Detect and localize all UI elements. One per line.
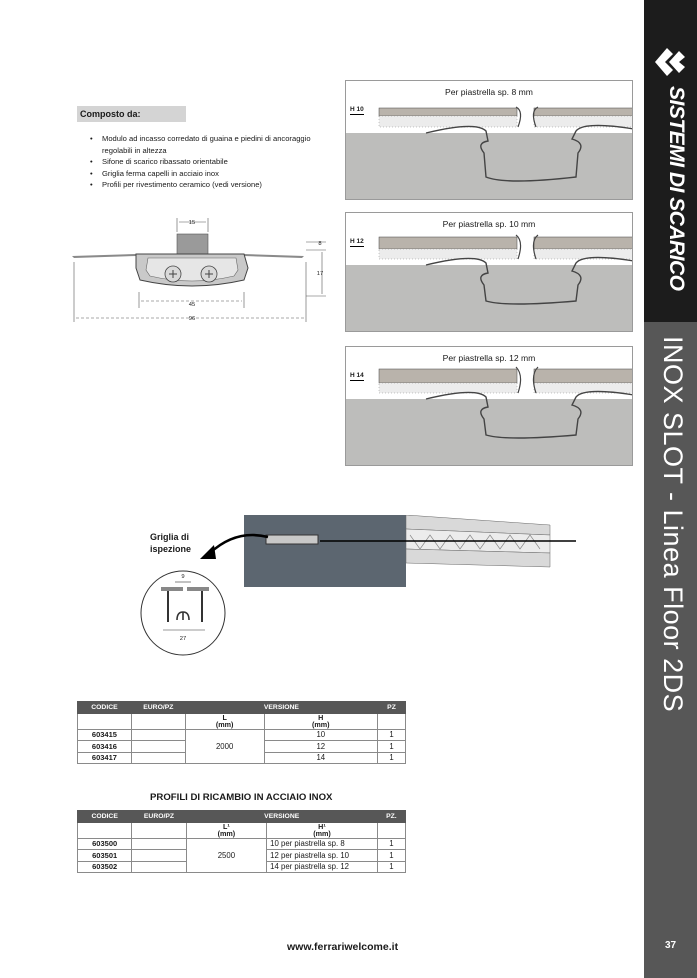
table-row: 603417 14 1: [78, 752, 406, 764]
composto-item: • Profili per rivestimento ceramico (vedi versione): [90, 179, 330, 191]
dim-label: 9: [181, 574, 185, 580]
tile-title: Per piastrella sp. 12 mm: [442, 353, 536, 363]
griglia-label: Griglia di ispezione: [150, 532, 192, 554]
composto-list: [90, 133, 330, 191]
tile-section-12mm: [345, 346, 633, 466]
tile-height-label: H 12: [350, 238, 364, 245]
tile-height-label: H 10: [350, 106, 364, 113]
dim-label: 8: [318, 241, 322, 247]
dim-label: 96: [188, 316, 196, 322]
floor-illustration: [240, 515, 580, 587]
table-row: 603502 14 per piastrella sp. 12 1: [78, 861, 406, 873]
table-row: 603500 2500 10 per piastrella sp. 8 1: [78, 838, 406, 850]
dim-label: 15: [188, 220, 196, 226]
table2-title: PROFILI DI RICAMBIO IN ACCIAIO INOX: [150, 792, 333, 803]
tile-section-drawing: [346, 347, 633, 466]
footer-url[interactable]: www.ferrariwelcome.it: [287, 941, 399, 953]
section-title: INOX SLOT - Linea Floor 2DS: [658, 336, 688, 713]
brand-name: SISTEMI DI SCARICO: [665, 86, 688, 291]
l-value: 2500: [186, 838, 266, 873]
tile-height-label: H 14: [350, 372, 364, 379]
dim-label: 27: [179, 636, 187, 642]
brand-logo-icon: [651, 42, 689, 82]
griglia-detail-drawing: [135, 566, 235, 658]
product-table: [77, 701, 406, 764]
dim-label: 45: [188, 302, 196, 308]
table-row: 603501 12 per piastrella sp. 10 1: [78, 850, 406, 862]
page-number: 37: [664, 940, 677, 951]
sub-header-h: H¹ (mm): [267, 822, 378, 838]
tile-section-8mm: [345, 80, 633, 200]
col-header: VERSIONE: [186, 811, 377, 823]
col-header: EURO/PZ: [131, 702, 185, 714]
sub-header-h: H (mm): [264, 713, 378, 729]
table-row: 603416 12 1: [78, 741, 406, 753]
col-header: VERSIONE: [185, 702, 377, 714]
l-value: 2000: [185, 729, 264, 764]
section-drawing: [68, 212, 338, 327]
dim-label: 17: [316, 271, 324, 277]
tile-title: Per piastrella sp. 8 mm: [445, 87, 533, 97]
sub-header-l: L (mm): [185, 713, 264, 729]
tile-section-10mm: [345, 212, 633, 332]
tile-section-drawing: [346, 81, 633, 200]
col-header: CODICE: [78, 811, 132, 823]
composto-item: • Modulo ad incasso corredato di guaina e piedini di ancoraggio regolabili in altezza: [90, 133, 330, 156]
col-header: PZ.: [377, 811, 405, 823]
col-header: PZ: [378, 702, 406, 714]
table-row: 603415 2000 10 1: [78, 729, 406, 741]
arrow-icon: [196, 527, 276, 567]
col-header: CODICE: [78, 702, 132, 714]
composto-item: • Griglia ferma capelli in acciaio inox: [90, 168, 330, 180]
tile-title: Per piastrella sp. 10 mm: [442, 219, 536, 229]
sub-header-l: L¹ (mm): [186, 822, 266, 838]
tile-section-drawing: [346, 213, 633, 332]
composto-heading: Composto da:: [77, 106, 186, 122]
spare-parts-table: [77, 810, 406, 873]
composto-item: • Sifone di scarico ribassato orientabile: [90, 156, 330, 168]
col-header: EURO/PZ: [132, 811, 186, 823]
